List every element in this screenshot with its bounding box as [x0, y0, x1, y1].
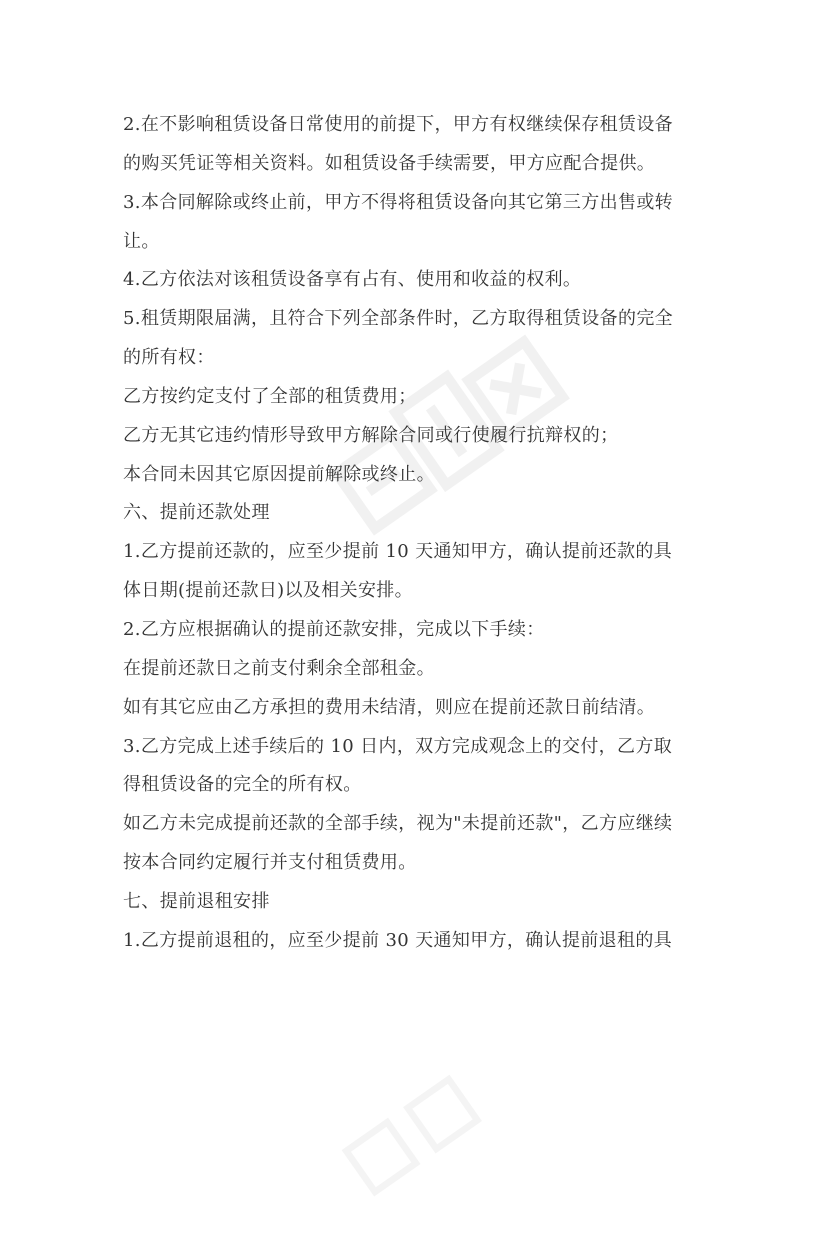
text-line: 本合同未因其它原因提前解除或终止。	[123, 463, 435, 485]
text-line: 按本合同约定履行并支付租赁费用。	[123, 852, 417, 874]
text-line: 4.乙方依法对该租赁设备享有占有、使用和收益的权利。	[123, 269, 582, 291]
text-line: 六、提前还款处理	[123, 502, 270, 524]
document-body	[123, 106, 723, 961]
text-line: 1.乙方提前还款的，应至少提前 10 天通知甲方，确认提前还款的具	[123, 541, 673, 563]
watermark-fragment-icon	[318, 1047, 523, 1232]
text-line: 的购买凭证等相关资料。如租赁设备手续需要，甲方应配合提供。	[123, 152, 656, 174]
text-line: 的所有权：	[123, 347, 215, 369]
text-line: 3.乙方完成上述手续后的 10 日内，双方完成观念上的交付，乙方取	[123, 735, 673, 757]
text-line: 乙方无其它违约情形导致甲方解除合同或行使履行抗辩权的；	[123, 424, 619, 446]
text-line: 2.乙方应根据确认的提前还款安排，完成以下手续：	[123, 618, 545, 640]
text-line: 如有其它应由乙方承担的费用未结清，则应在提前还款日前结清。	[123, 696, 656, 718]
text-line: 如乙方未完成提前还款的全部手续，视为"未提前还款"，乙方应继续	[123, 813, 673, 835]
text-line: 体日期(提前还款日)以及相关安排。	[123, 580, 413, 602]
text-line: 让。	[123, 230, 160, 252]
text-line: 5.租赁期限届满，且符合下列全部条件时，乙方取得租赁设备的完全	[123, 308, 674, 330]
text-line: 七、提前退租安排	[123, 890, 270, 912]
text-line: 1.乙方提前退租的，应至少提前 30 天通知甲方，确认提前退租的具	[123, 929, 673, 951]
text-line: 2.在不影响租赁设备日常使用的前提下，甲方有权继续保存租赁设备	[123, 114, 674, 135]
text-line: 3.本合同解除或终止前，甲方不得将租赁设备向其它第三方出售或转	[123, 191, 674, 213]
text-line: 乙方按约定支付了全部的租赁费用；	[123, 385, 417, 407]
text-line: 在提前还款日之前支付剩余全部租金。	[123, 657, 435, 679]
text-line: 得租赁设备的完全的所有权。	[123, 774, 362, 796]
